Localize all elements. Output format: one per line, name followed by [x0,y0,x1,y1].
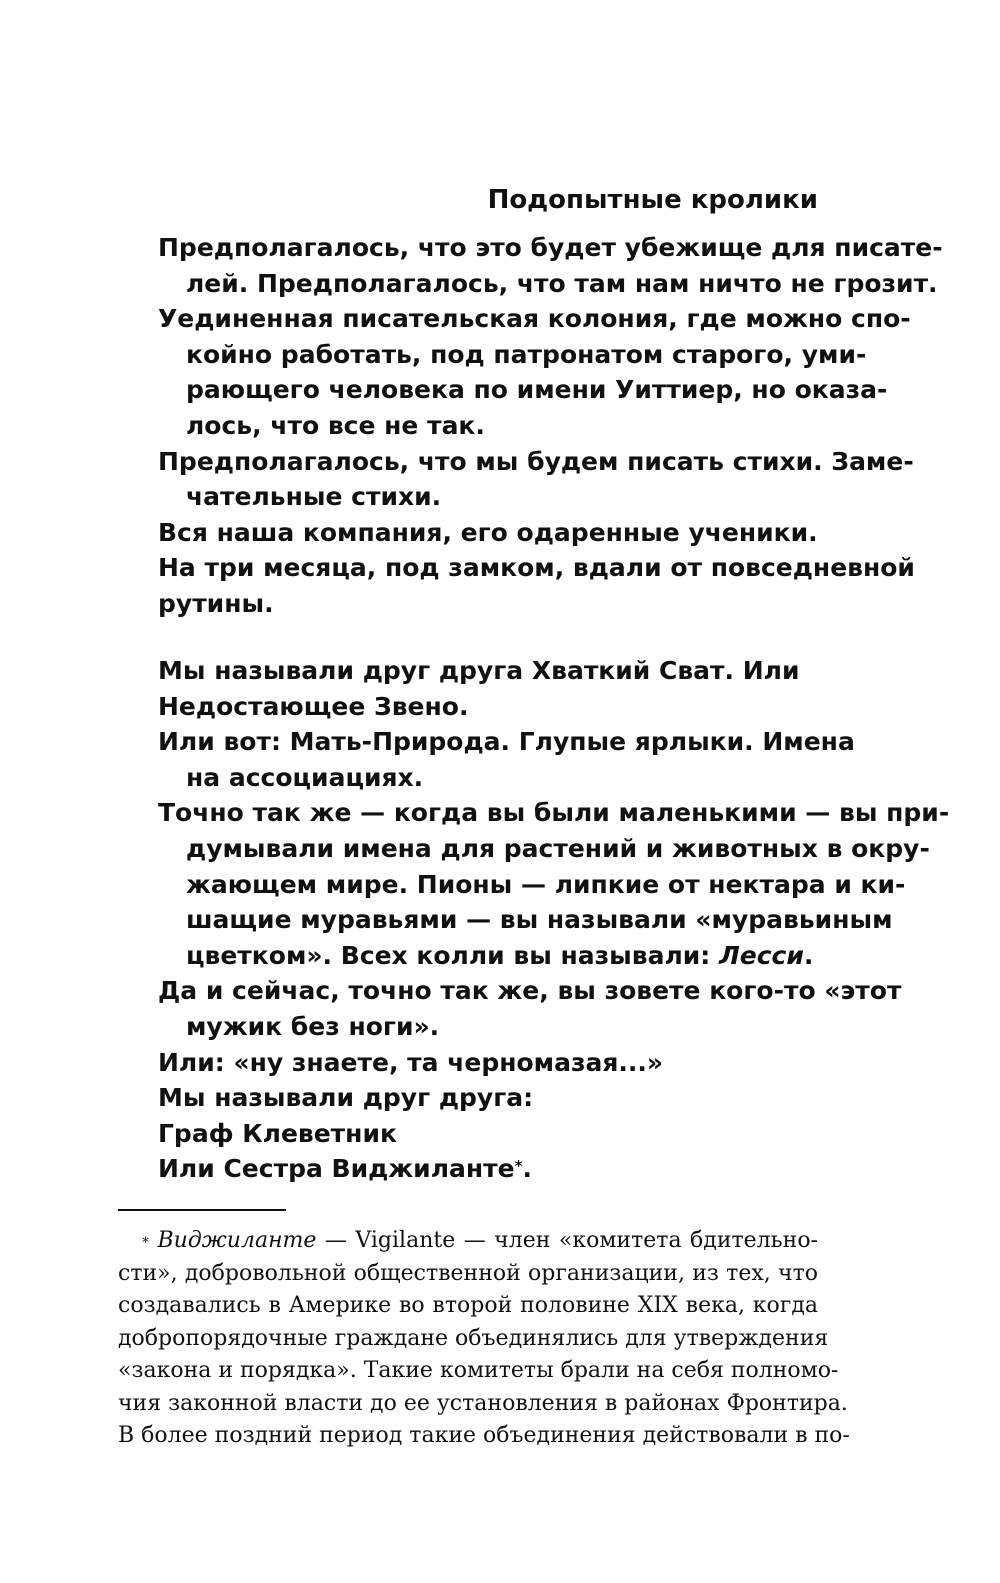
text-line: Уединенная писательская колония, где можно спо- [158,304,911,334]
text-line-part: цветком». Всех колли вы называли: [186,940,719,970]
footnote-term: Виджиланте [157,1228,317,1253]
text-line: Да и сейчас, точно так же, вы зовете кого-то «этот [158,976,902,1006]
text-line [158,938,818,974]
text-line: на ассоциациях. [186,762,424,792]
footnote-line [118,1225,818,1258]
chapter-title: Подопытные кролики [487,185,818,215]
footnote-line: создавались в Америке во второй половине XIX века, когда [118,1293,818,1318]
text-line: рающего человека по имени Уиттиер, но оказа- [186,375,888,405]
text-line: Точно так же — когда вы были маленькими — вы при- [158,798,950,828]
text-line: думывали имена для растений и животных в окру- [186,833,930,863]
text-line: лей. Предполагалось, что там нам ничто не грозит. [186,268,938,298]
footnote-text: — Vigilante — член «комитета бдительно- [316,1228,818,1253]
text-line-part: Или Сестра Виджиланте [158,1154,515,1184]
footnote-line: добропорядочные граждане объединялись для утверждения [118,1325,829,1351]
text-line: Граф Клеветник [158,1118,397,1148]
text-line: Или вот: Мать-Природа. Глупые ярлыки. Имена [158,727,855,757]
text-line: чательные стихи. [186,482,442,512]
text-line: койно работать, под патронатом старого, уми- [186,339,867,369]
text-line: На три месяца, под замком, вдали от повседневной [158,553,915,583]
text-line: Вся наша компания, его одаренные ученики. [158,517,818,547]
footnote-line: «закона и порядка». Такие комитеты брали на себя полномо- [118,1358,839,1383]
text-line: жающем мире. Пионы — липкие от нектара и ки- [186,869,906,899]
text-line: шащие муравьями — вы называли «муравьиным [186,905,893,935]
footnote-divider [118,1209,286,1211]
text-line [158,1151,818,1187]
text-line: мужик без ноги». [186,1011,440,1041]
text-line: Предполагалось, что это будет убежище для писате- [158,233,943,262]
text-line: Недостающее Звено. [158,691,469,721]
footnote-marker: * [514,1157,523,1176]
text-line: Мы называли друг друга: [158,1083,534,1113]
text-line: Или: «ну знаете, та черномазая...» [158,1047,664,1077]
punctuation: . [522,1154,532,1184]
text-line: рутины. [158,588,274,618]
text-line: лось, что все не так. [186,410,485,440]
text-line: Предполагалось, что мы будем писать стихи. Заме- [158,446,914,476]
poem-block-1 [158,230,943,622]
text-line: Мы называли друг друга Хваткий Сват. Или [158,656,800,685]
footnote-line: чия законной власти до ее установления в районах Фронтира. [118,1390,848,1416]
footnote-line: В более поздний период такие объединения действовали в по- [118,1423,850,1448]
footnote [118,1225,850,1453]
italic-name: Лесси [719,940,804,970]
poem-block-2 [158,653,950,1187]
footnote-marker: * [142,1235,149,1251]
punctuation: . [803,940,814,970]
footnote-line: сти», добровольной общественной организации, из тех, что [118,1260,818,1286]
